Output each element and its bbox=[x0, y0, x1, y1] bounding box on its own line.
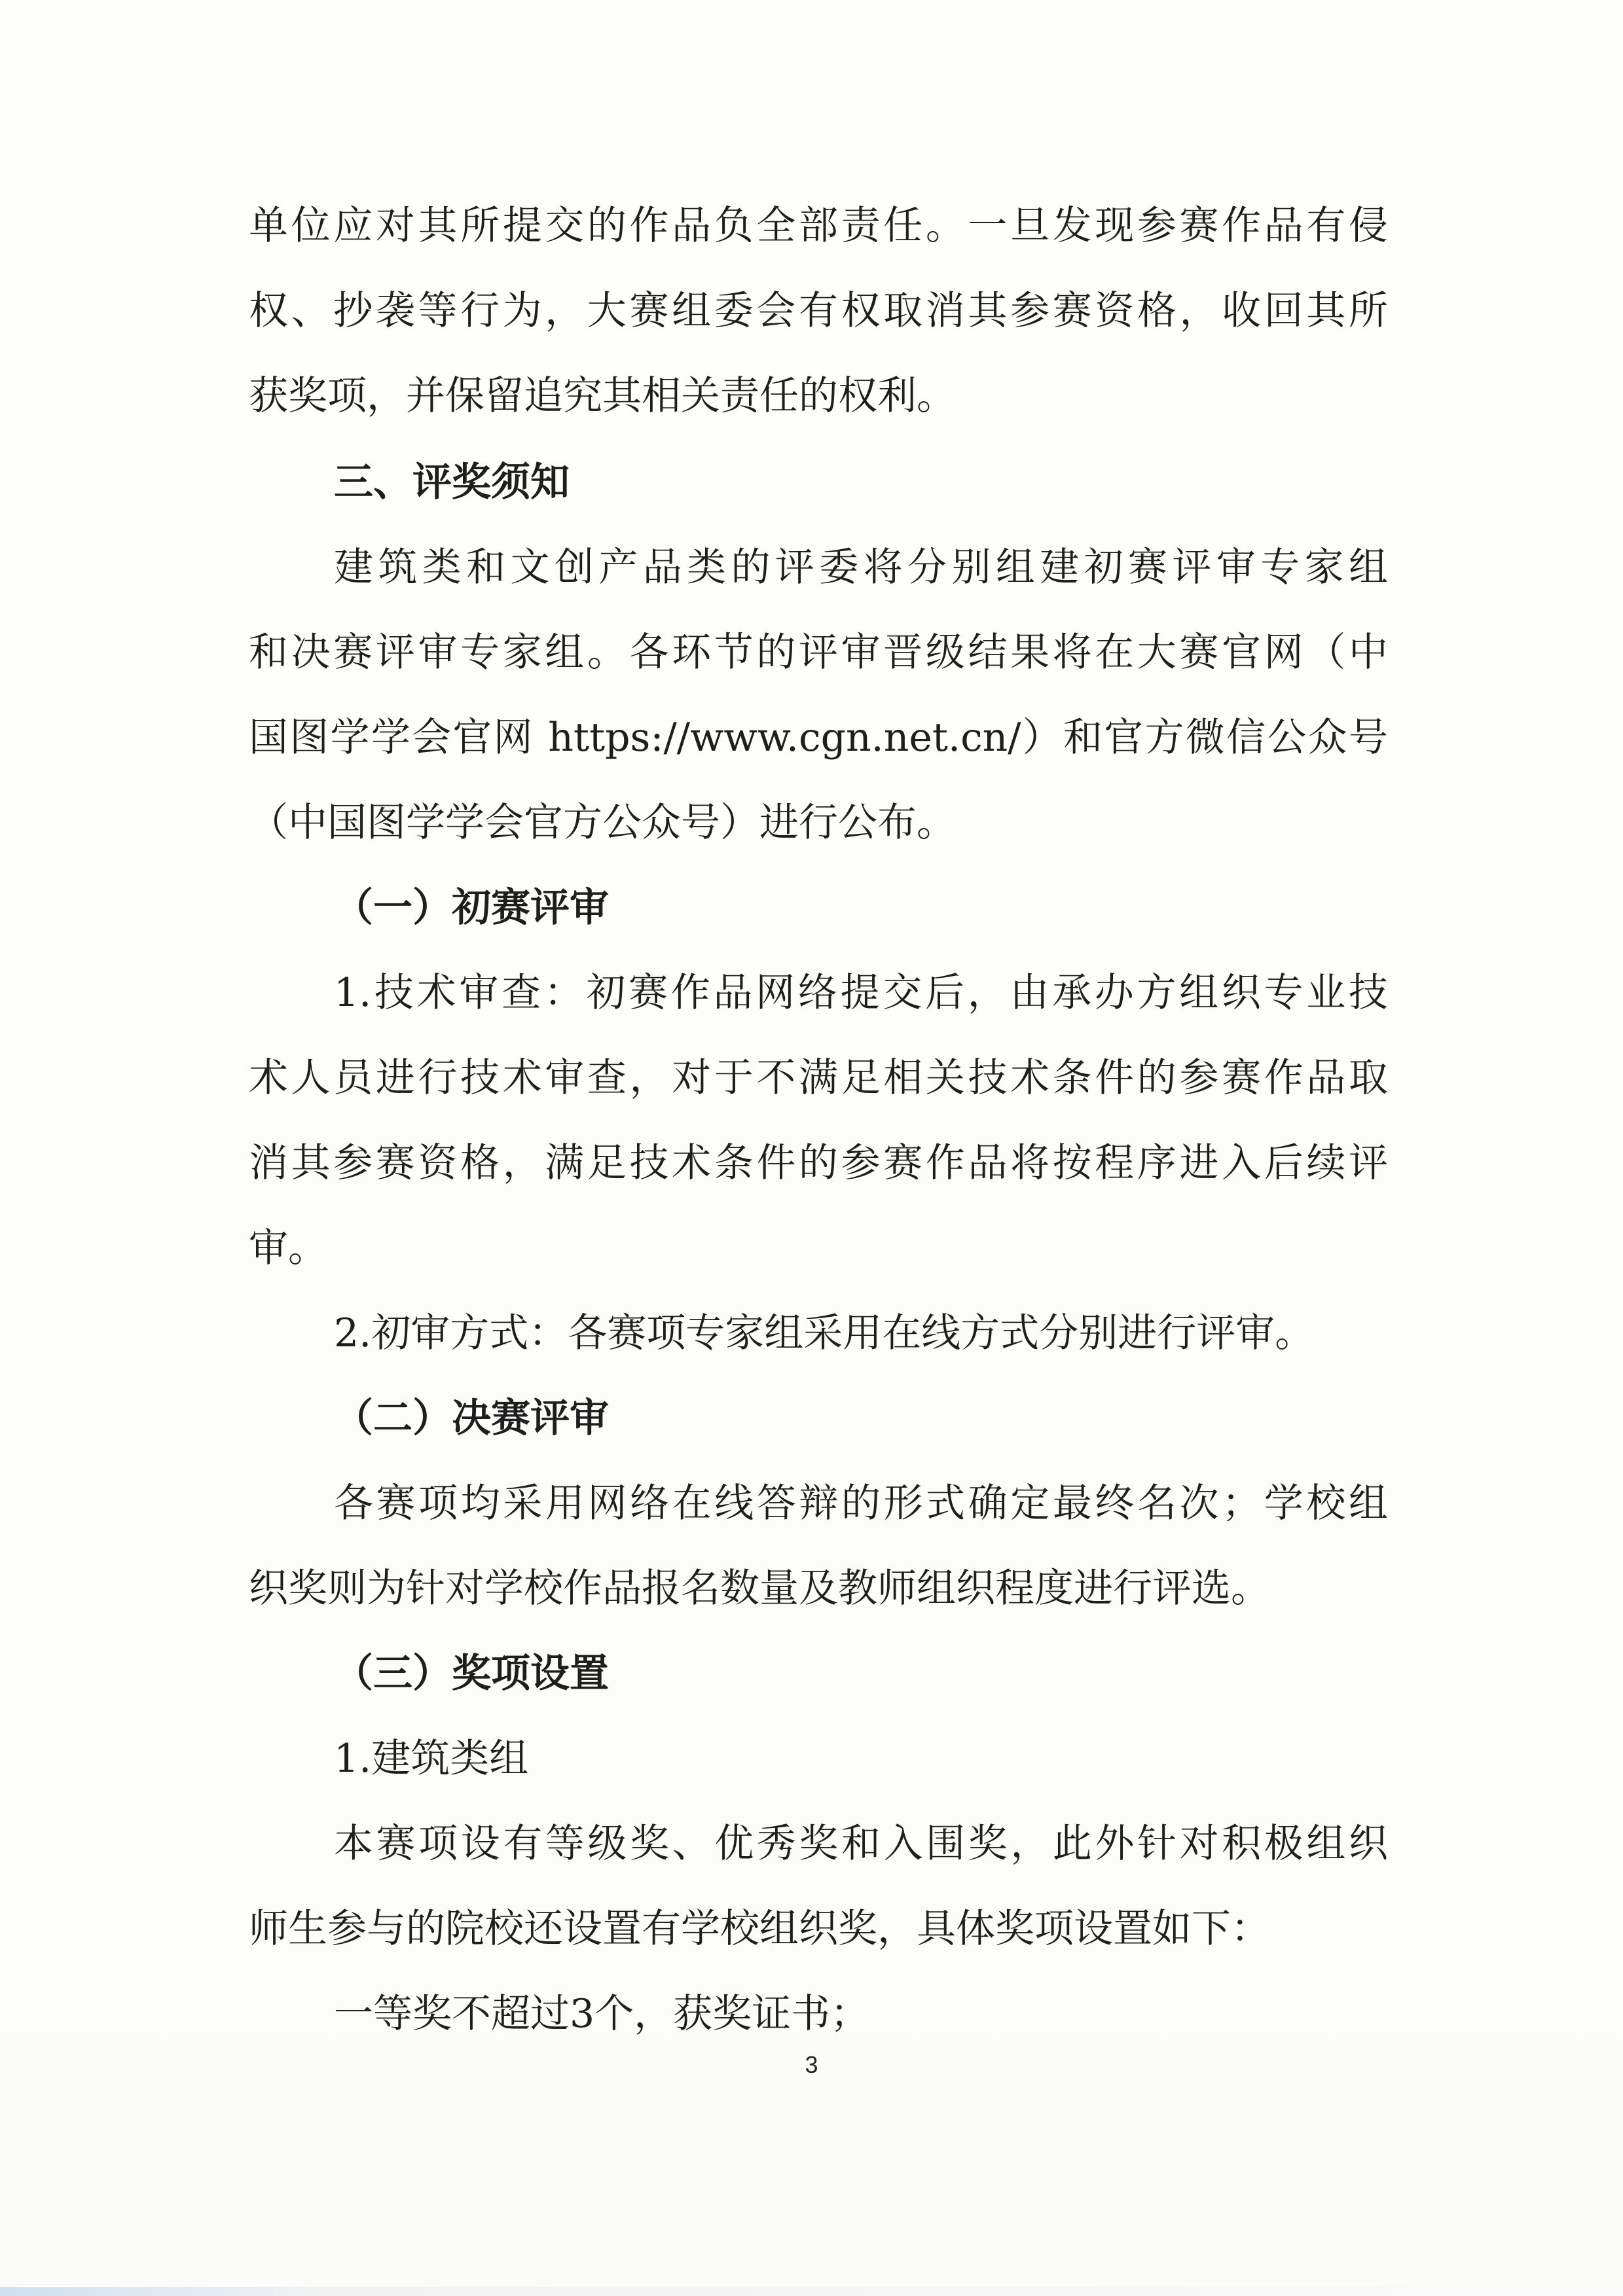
body-text-line: 各赛项均采用网络在线答辩的形式确定最终名次；学校组 bbox=[334, 1480, 1388, 1526]
body-text-line: 本赛项设有等级奖、优秀奖和入围奖，此外针对积极组织 bbox=[334, 1821, 1388, 1867]
body-text-line: 2.初审方式：各赛项专家组采用在线方式分别进行评审。 bbox=[334, 1310, 1315, 1356]
body-text-line: 建筑类和文创产品类的评委将分别组建初赛评审专家组 bbox=[334, 545, 1388, 590]
subsection-heading: （一）初赛评审 bbox=[334, 885, 609, 931]
body-text-line: （中国图学学会官方公众号）进行公布。 bbox=[249, 800, 956, 846]
body-text-line: 单位应对其所提交的作品负全部责任。一旦发现参赛作品有侵 bbox=[249, 203, 1388, 249]
section-heading: 三、评奖须知 bbox=[334, 459, 570, 505]
body-text-line: 审。 bbox=[249, 1225, 327, 1271]
body-text-line: 获奖项，并保留追究其相关责任的权利。 bbox=[249, 373, 956, 419]
subsection-heading: （三）奖项设置 bbox=[334, 1651, 609, 1696]
body-text-line: 消其参赛资格，满足技术条件的参赛作品将按程序进入后续评 bbox=[249, 1140, 1388, 1186]
body-text-line: 和决赛评审专家组。各环节的评审晋级结果将在大赛官网（中 bbox=[249, 630, 1388, 675]
body-text-line: 1.技术审查：初赛作品网络提交后，由承办方组织专业技 bbox=[334, 970, 1388, 1016]
body-text-line: 一等奖不超过3个，获奖证书； bbox=[334, 1991, 870, 2037]
body-text-line: 师生参与的院校还设置有学校组织奖，具体奖项设置如下： bbox=[249, 1906, 1270, 1952]
page-number: 3 bbox=[805, 2051, 818, 2078]
scan-edge bbox=[0, 2287, 1623, 2296]
subsection-heading: （二）决赛评审 bbox=[334, 1395, 609, 1441]
body-text-line: 织奖则为针对学校作品报名数量及教师组织程度进行评选。 bbox=[249, 1566, 1270, 1611]
body-text-line: 术人员进行技术审查，对于不满足相关技术条件的参赛作品取 bbox=[249, 1055, 1388, 1101]
body-text-line: 1.建筑类组 bbox=[334, 1736, 529, 1782]
body-text-line: 国图学学会官网 https://www.cgn.net.cn/）和官方微信公众号 bbox=[249, 715, 1388, 761]
body-text-line: 权、抄袭等行为，大赛组委会有权取消其参赛资格，收回其所 bbox=[249, 288, 1388, 334]
